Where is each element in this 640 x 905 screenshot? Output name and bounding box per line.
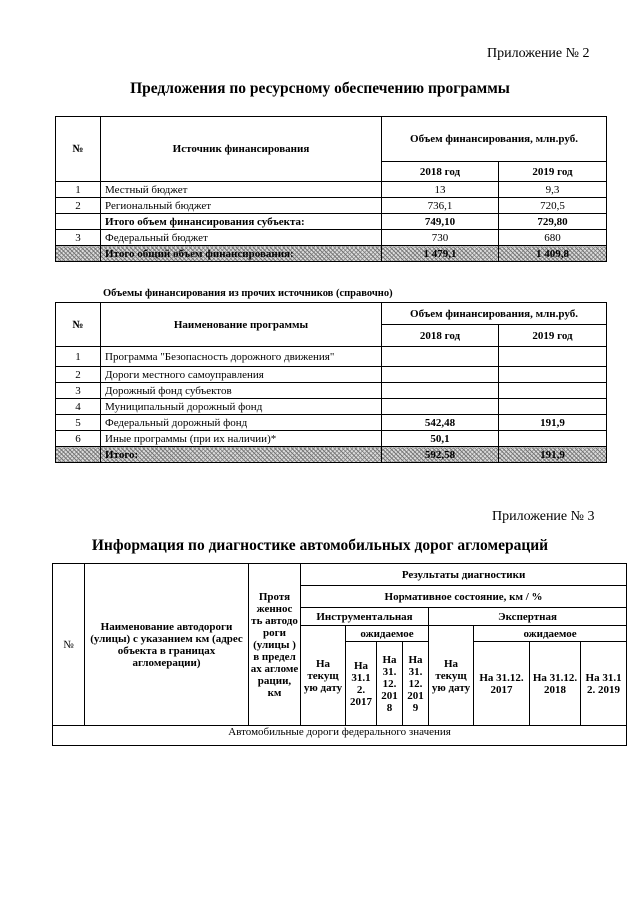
row-2018: 1 479,1 bbox=[382, 246, 499, 262]
row-num: 2 bbox=[56, 367, 101, 383]
col-header-expert-expected: ожидаемое bbox=[474, 626, 627, 642]
row-2019: 191,9 bbox=[499, 415, 607, 431]
row-num: 5 bbox=[56, 415, 101, 431]
col-header-instrumental: Инструментальная bbox=[301, 608, 429, 626]
table-row bbox=[56, 182, 607, 198]
row-2018: 13 bbox=[382, 182, 499, 198]
row-name: Местный бюджет bbox=[101, 182, 382, 198]
row-num: 3 bbox=[56, 383, 101, 399]
row-2018 bbox=[382, 383, 499, 399]
row-2018: 736,1 bbox=[382, 198, 499, 214]
col-header-expert-2019: На 31.1 2. 2019 bbox=[581, 642, 627, 726]
row-num bbox=[56, 447, 101, 463]
row-num bbox=[56, 246, 101, 262]
row-2018 bbox=[382, 367, 499, 383]
row-name: Итого объем финансирования субъекта: bbox=[101, 214, 382, 230]
row-name: Федеральный бюджет bbox=[101, 230, 382, 246]
row-2019 bbox=[499, 383, 607, 399]
table-row bbox=[56, 347, 607, 367]
row-name: Дорожный фонд субъектов bbox=[101, 383, 382, 399]
row-2019: 729,80 bbox=[499, 214, 607, 230]
total-row bbox=[56, 246, 607, 262]
col-header-expert-2017: На 31.12. 2017 bbox=[474, 642, 530, 726]
row-2018: 749,10 bbox=[382, 214, 499, 230]
row-2019 bbox=[499, 367, 607, 383]
row-name: Региональный бюджет bbox=[101, 198, 382, 214]
row-2018 bbox=[382, 399, 499, 415]
other-sources-subtitle: Объемы финансирования из прочих источников (справочно) bbox=[103, 288, 393, 299]
appendix-2-label: Приложение № 2 bbox=[487, 46, 590, 61]
col-header-2019: 2019 год bbox=[499, 162, 607, 182]
table-row bbox=[56, 431, 607, 447]
row-num: 3 bbox=[56, 230, 101, 246]
row-2019: 1 409,8 bbox=[499, 246, 607, 262]
row-2018: 542,48 bbox=[382, 415, 499, 431]
col-header-num: № bbox=[53, 564, 85, 726]
row-name: Программа "Безопасность дорожного движения" bbox=[101, 347, 382, 367]
row-2019: 680 bbox=[499, 230, 607, 246]
appendix-3-title: Информация по диагностике автомобильных дорог агломераций bbox=[91, 537, 549, 554]
other-sources-table bbox=[55, 302, 607, 463]
row-num bbox=[56, 214, 101, 230]
row-2019: 191,9 bbox=[499, 447, 607, 463]
col-header-expert-2018: На 31.12. 2018 bbox=[530, 642, 581, 726]
table-row bbox=[56, 399, 607, 415]
col-header-2018: 2018 год bbox=[382, 162, 499, 182]
col-header-instr-expected: ожидаемое bbox=[346, 626, 429, 642]
row-name: Муниципальный дорожный фонд bbox=[101, 399, 382, 415]
row-2019: 9,3 bbox=[499, 182, 607, 198]
row-2018 bbox=[382, 347, 499, 367]
col-header-num: № bbox=[56, 117, 101, 182]
col-header-volume: Объем финансирования, млн.руб. bbox=[382, 117, 607, 162]
col-header-num: № bbox=[56, 303, 101, 347]
appendix-3-label: Приложение № 3 bbox=[492, 509, 595, 524]
row-num: 6 bbox=[56, 431, 101, 447]
row-2018: 50,1 bbox=[382, 431, 499, 447]
row-name: Иные программы (при их наличии)* bbox=[101, 431, 382, 447]
row-2018: 592,58 bbox=[382, 447, 499, 463]
col-header-expert: Экспертная bbox=[429, 608, 627, 626]
table-row bbox=[56, 383, 607, 399]
row-2019 bbox=[499, 431, 607, 447]
row-name: Дороги местного самоуправления bbox=[101, 367, 382, 383]
row-name: Федеральный дорожный фонд bbox=[101, 415, 382, 431]
col-header-normative: Нормативное состояние, км / % bbox=[301, 586, 627, 608]
row-2019 bbox=[499, 399, 607, 415]
col-header-length: Протя женнос ть автодо роги (улицы ) в предел ах агломе рации, км bbox=[249, 564, 301, 726]
col-header-results: Результаты диагностики bbox=[301, 564, 627, 586]
table-row bbox=[56, 367, 607, 383]
table-row bbox=[56, 415, 607, 431]
row-num: 1 bbox=[56, 347, 101, 367]
total-row bbox=[56, 447, 607, 463]
col-header-instr-2017: На 31.1 2. 2017 bbox=[346, 642, 377, 726]
col-header-instr-2018: На 31. 12. 201 8 bbox=[377, 642, 403, 726]
row-num: 4 bbox=[56, 399, 101, 415]
row-name: Итого: bbox=[101, 447, 382, 463]
col-header-source: Источник финансирования bbox=[101, 117, 382, 182]
col-header-road-name: Наименование автодороги (улицы) с указанием км (адрес объекта в границах агломерации) bbox=[85, 564, 249, 726]
col-header-volume: Объем финансирования, млн.руб. bbox=[382, 303, 607, 325]
table-row bbox=[56, 230, 607, 246]
appendix-2-title: Предложения по ресурсному обеспечению программы bbox=[130, 80, 510, 97]
financing-table bbox=[55, 116, 607, 262]
row-num: 2 bbox=[56, 198, 101, 214]
row-2019: 720,5 bbox=[499, 198, 607, 214]
subtotal-row bbox=[56, 214, 607, 230]
diagnostics-table bbox=[52, 563, 627, 746]
row-num: 1 bbox=[56, 182, 101, 198]
col-header-instr-2019: На 31. 12. 201 9 bbox=[403, 642, 429, 726]
col-header-instr-current: На текущ ую дату bbox=[301, 626, 346, 726]
col-header-2019: 2019 год bbox=[499, 325, 607, 347]
section-federal-roads: Автомобильные дороги федерального значения bbox=[53, 726, 627, 746]
row-name: Итого общий объем финансирования: bbox=[101, 246, 382, 262]
row-2019 bbox=[499, 347, 607, 367]
row-2018: 730 bbox=[382, 230, 499, 246]
table-row bbox=[56, 198, 607, 214]
col-header-expert-current: На текущ ую дату bbox=[429, 626, 474, 726]
col-header-2018: 2018 год bbox=[382, 325, 499, 347]
col-header-program: Наименование программы bbox=[101, 303, 382, 347]
